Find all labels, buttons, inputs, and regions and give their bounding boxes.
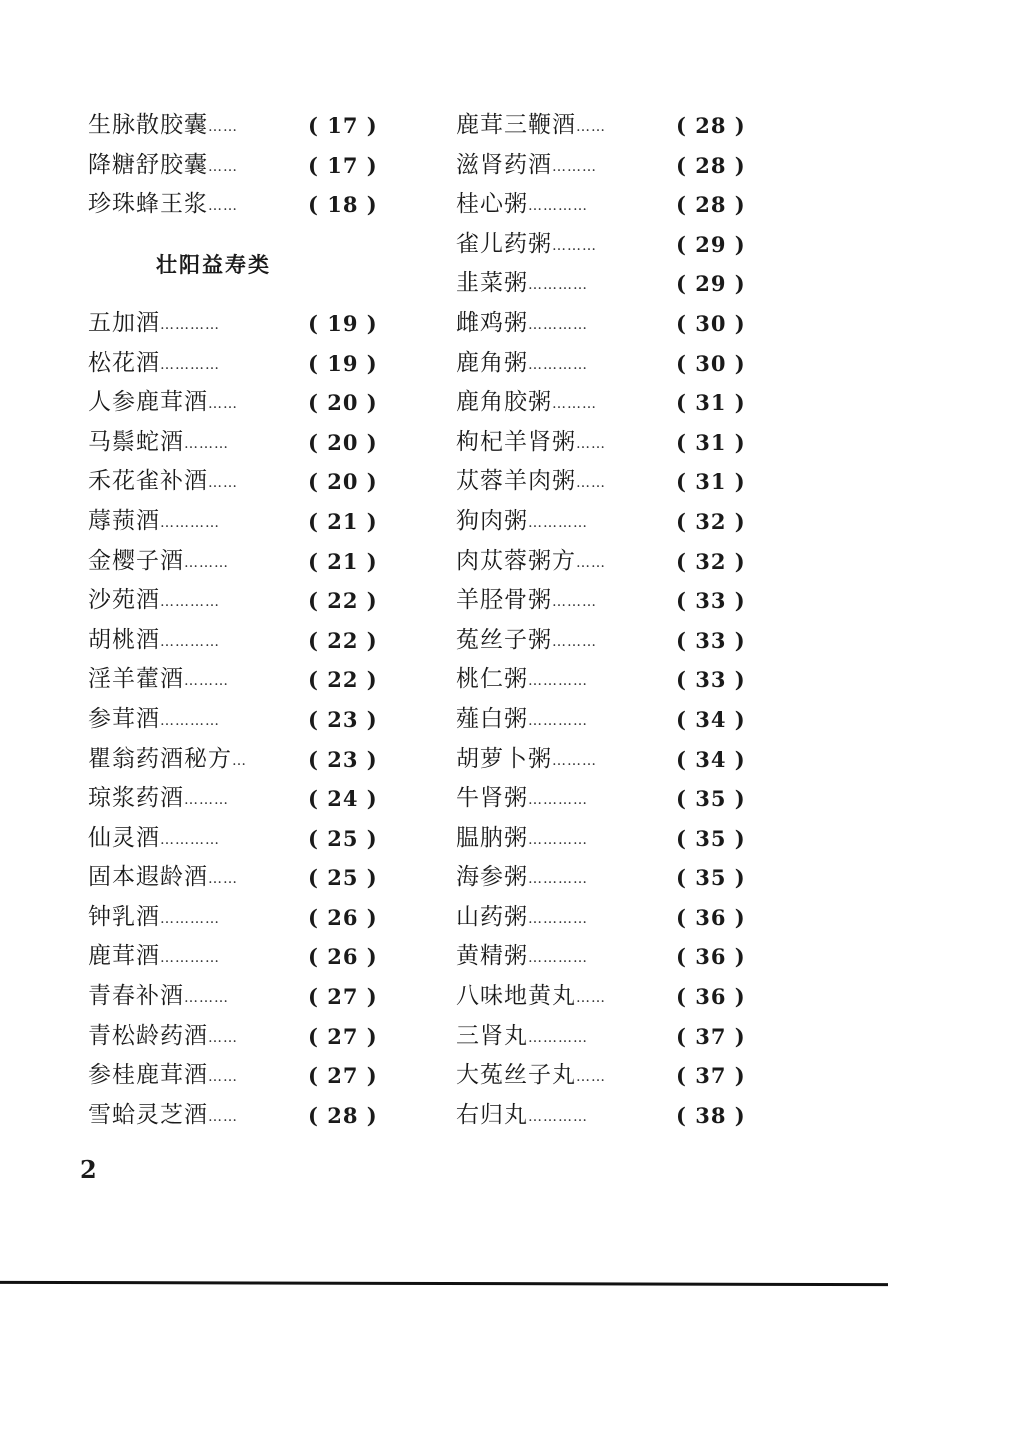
toc-entry[interactable] <box>456 106 756 146</box>
entry-title: 牛肾粥 <box>456 785 528 812</box>
dot-leader: …… <box>208 396 238 413</box>
dot-leader: …… <box>208 1069 238 1086</box>
entry-page-number: ( 27 ) <box>308 1023 378 1049</box>
toc-entry[interactable] <box>88 621 388 661</box>
entry-title: 参茸酒 <box>88 705 160 732</box>
toc-entry[interactable] <box>456 264 756 304</box>
toc-entry[interactable] <box>456 1096 756 1136</box>
entry-title: 胡萝卜粥 <box>456 745 552 772</box>
entry-title: 三肾丸 <box>456 1022 528 1049</box>
toc-entry[interactable] <box>88 858 388 898</box>
entry-title: 韭菜粥 <box>456 270 528 297</box>
bottom-rule <box>0 1281 888 1286</box>
entry-page-number: ( 22 ) <box>308 627 378 653</box>
entry-title: 肉苁蓉粥方 <box>456 547 576 574</box>
toc-entry[interactable] <box>456 858 756 898</box>
dot-leader: ………… <box>528 831 588 848</box>
entry-page-number: ( 28 ) <box>676 192 746 218</box>
toc-entry[interactable] <box>88 1096 388 1136</box>
toc-entry[interactable] <box>456 304 756 344</box>
entry-title: 鹿角粥 <box>456 349 528 376</box>
dot-leader: …… <box>208 1029 238 1046</box>
dot-leader: ………… <box>160 633 220 650</box>
entry-page-number: ( 36 ) <box>676 904 746 930</box>
entry-page-number: ( 21 ) <box>308 508 378 534</box>
toc-entry[interactable] <box>88 937 388 977</box>
dot-leader: …… <box>208 158 238 175</box>
dot-leader: ………… <box>528 316 588 333</box>
entry-title: 马鬃蛇酒 <box>88 428 184 455</box>
toc-entry[interactable] <box>88 660 388 700</box>
entry-title: 降糖舒胶囊 <box>88 151 208 178</box>
toc-entry[interactable] <box>456 977 756 1017</box>
toc-entry[interactable] <box>88 1056 388 1096</box>
entry-page-number: ( 21 ) <box>308 548 378 574</box>
entry-page-number: ( 29 ) <box>676 231 746 257</box>
toc-entry[interactable] <box>88 542 388 582</box>
entry-page-number: ( 31 ) <box>676 429 746 455</box>
toc-right-column <box>456 106 756 1135</box>
entry-title: 人参鹿茸酒 <box>88 389 208 416</box>
entry-title: 雀儿药粥 <box>456 230 552 257</box>
entry-page-number: ( 25 ) <box>308 865 378 891</box>
entry-title: 青春补酒 <box>88 983 184 1010</box>
entry-title: 淫羊藿酒 <box>88 666 184 693</box>
entry-page-number: ( 34 ) <box>676 746 746 772</box>
toc-entry[interactable] <box>88 423 388 463</box>
entry-page-number: ( 25 ) <box>308 825 378 851</box>
entry-page-number: ( 32 ) <box>676 548 746 574</box>
toc-entry[interactable] <box>88 740 388 780</box>
dot-leader: ……… <box>552 752 597 769</box>
dot-leader: ……… <box>184 673 229 690</box>
entry-title: 钟乳酒 <box>88 903 160 930</box>
toc-entry[interactable] <box>88 383 388 423</box>
entry-page-number: ( 32 ) <box>676 508 746 534</box>
dot-leader: ………… <box>160 316 220 333</box>
dot-leader: ……… <box>184 554 229 571</box>
entry-title: 腽肭粥 <box>456 824 528 851</box>
dot-leader: ………… <box>160 712 220 729</box>
toc-entry[interactable] <box>456 462 756 502</box>
toc-entry[interactable] <box>88 1017 388 1057</box>
page-number: 2 <box>80 1155 97 1184</box>
dot-leader: ………… <box>160 356 220 373</box>
entry-page-number: ( 38 ) <box>676 1102 746 1128</box>
entry-title: 禾花雀补酒 <box>88 468 208 495</box>
dot-leader: ………… <box>528 198 588 215</box>
entry-title: 海参粥 <box>456 864 528 891</box>
toc-left-column <box>88 106 388 1135</box>
dot-leader: ………… <box>160 831 220 848</box>
entry-title: 苁蓉羊肉粥 <box>456 468 576 495</box>
entry-title: 黄精粥 <box>456 943 528 970</box>
toc-entry[interactable] <box>456 581 756 621</box>
entry-page-number: ( 29 ) <box>676 271 746 297</box>
dot-leader: ………… <box>528 514 588 531</box>
entry-title: 蓐蓣酒 <box>88 507 160 534</box>
toc-entry[interactable] <box>456 660 756 700</box>
entry-page-number: ( 35 ) <box>676 825 746 851</box>
entry-page-number: ( 36 ) <box>676 944 746 970</box>
entry-page-number: ( 33 ) <box>676 667 746 693</box>
dot-leader: …… <box>576 435 606 452</box>
section-heading: 壮阳益寿类 <box>156 251 271 277</box>
entry-title: 枸杞羊肾粥 <box>456 428 576 455</box>
entry-page-number: ( 18 ) <box>308 192 378 218</box>
toc-entry[interactable] <box>456 898 756 938</box>
toc-entry[interactable] <box>456 1056 756 1096</box>
dot-leader: …… <box>576 119 606 135</box>
entry-title: 五加酒 <box>88 309 160 336</box>
dot-leader: …… <box>208 871 238 888</box>
dot-leader: ………… <box>528 871 588 888</box>
toc-entry[interactable] <box>456 740 756 780</box>
dot-leader: ………… <box>528 712 588 729</box>
toc-entry[interactable] <box>456 383 756 423</box>
entry-page-number: ( 17 ) <box>308 152 378 178</box>
toc-entry[interactable] <box>456 700 756 740</box>
entry-title: 瞿翁药酒秘方 <box>88 745 232 772</box>
toc-entry[interactable] <box>456 225 756 265</box>
dot-leader: ………… <box>160 594 220 611</box>
dot-leader: ……… <box>184 792 229 809</box>
dot-leader: …… <box>576 1069 606 1086</box>
dot-leader: ………… <box>528 673 588 690</box>
toc-entry[interactable] <box>88 462 388 502</box>
entry-page-number: ( 20 ) <box>308 390 378 416</box>
toc-entry[interactable] <box>88 898 388 938</box>
entry-title: 鹿茸三鞭酒 <box>456 112 576 138</box>
dot-leader: ………… <box>528 356 588 373</box>
toc-entry[interactable] <box>456 621 756 661</box>
toc-entry[interactable] <box>88 977 388 1017</box>
entry-page-number: ( 26 ) <box>308 944 378 970</box>
entry-page-number: ( 37 ) <box>676 1063 746 1089</box>
dot-leader: ………… <box>528 1108 588 1125</box>
dot-leader: …… <box>208 119 238 135</box>
dot-leader: ……… <box>552 594 597 611</box>
toc-entry[interactable] <box>456 542 756 582</box>
dot-leader: ……… <box>184 990 229 1007</box>
entry-page-number: ( 24 ) <box>308 786 378 812</box>
entry-title: 滋肾药酒 <box>456 151 552 178</box>
dot-leader: ………… <box>160 910 220 927</box>
entry-page-number: ( 19 ) <box>308 310 378 336</box>
entry-title: 右归丸 <box>456 1101 528 1128</box>
entry-title: 山药粥 <box>456 903 528 930</box>
entry-title: 桃仁粥 <box>456 666 528 693</box>
entry-page-number: ( 30 ) <box>676 350 746 376</box>
dot-leader: …… <box>208 198 238 215</box>
entry-title: 金樱子酒 <box>88 547 184 574</box>
dot-leader: ………… <box>528 950 588 967</box>
toc-entry[interactable] <box>88 819 388 859</box>
entry-page-number: ( 28 ) <box>676 113 746 138</box>
entry-page-number: ( 33 ) <box>676 627 746 653</box>
entry-page-number: ( 20 ) <box>308 429 378 455</box>
entry-title: 大菟丝子丸 <box>456 1062 576 1089</box>
entry-page-number: ( 27 ) <box>308 1063 378 1089</box>
dot-leader: …… <box>208 1108 238 1125</box>
entry-title: 青松龄药酒 <box>88 1022 208 1049</box>
dot-leader: ………… <box>528 277 588 294</box>
entry-title: 桂心粥 <box>456 191 528 218</box>
entry-page-number: ( 35 ) <box>676 786 746 812</box>
entry-title: 鹿茸酒 <box>88 943 160 970</box>
entry-title: 琼浆药酒 <box>88 785 184 812</box>
entry-title: 菟丝子粥 <box>456 626 552 653</box>
entry-title: 狗肉粥 <box>456 507 528 534</box>
toc-entry[interactable] <box>456 344 756 384</box>
toc-entry[interactable] <box>456 819 756 859</box>
dot-leader: ……… <box>552 237 597 254</box>
entry-page-number: ( 34 ) <box>676 706 746 732</box>
dot-leader: … <box>232 752 247 769</box>
entry-page-number: ( 28 ) <box>676 152 746 178</box>
entry-page-number: ( 28 ) <box>308 1102 378 1128</box>
toc-entry[interactable] <box>456 937 756 977</box>
toc-entry[interactable] <box>88 700 388 740</box>
entry-title: 生脉散胶囊 <box>88 112 208 138</box>
dot-leader: …… <box>576 475 606 492</box>
entry-page-number: ( 35 ) <box>676 865 746 891</box>
entry-page-number: ( 27 ) <box>308 984 378 1010</box>
entry-page-number: ( 30 ) <box>676 310 746 336</box>
entry-title: 羊胫骨粥 <box>456 587 552 614</box>
dot-leader: …… <box>208 475 238 492</box>
toc-entry[interactable] <box>88 502 388 542</box>
entry-page-number: ( 31 ) <box>676 390 746 416</box>
toc-entry[interactable] <box>456 779 756 819</box>
entry-title: 雌鸡粥 <box>456 309 528 336</box>
dot-leader: ……… <box>552 396 597 413</box>
entry-title: 胡桃酒 <box>88 626 160 653</box>
entry-title: 仙灵酒 <box>88 824 160 851</box>
toc-entry[interactable] <box>456 146 756 186</box>
toc-entry[interactable] <box>88 304 388 344</box>
entry-page-number: ( 37 ) <box>676 1023 746 1049</box>
toc-entry[interactable] <box>88 106 388 146</box>
entry-title: 雪蛤灵芝酒 <box>88 1101 208 1128</box>
toc-entry[interactable] <box>456 423 756 463</box>
toc-entry[interactable] <box>456 1017 756 1057</box>
entry-title: 鹿角胶粥 <box>456 389 552 416</box>
entry-page-number: ( 23 ) <box>308 706 378 732</box>
toc-entry[interactable] <box>88 581 388 621</box>
entry-page-number: ( 26 ) <box>308 904 378 930</box>
dot-leader: ………… <box>160 514 220 531</box>
entry-title: 松花酒 <box>88 349 160 376</box>
entry-title: 八味地黄丸 <box>456 983 576 1010</box>
toc-entry[interactable] <box>88 779 388 819</box>
entry-title: 固本遐龄酒 <box>88 864 208 891</box>
entry-page-number: ( 36 ) <box>676 984 746 1010</box>
entry-page-number: ( 23 ) <box>308 746 378 772</box>
entry-page-number: ( 19 ) <box>308 350 378 376</box>
entry-title: 参桂鹿茸酒 <box>88 1062 208 1089</box>
dot-leader: ………… <box>160 950 220 967</box>
toc-entry[interactable] <box>88 146 388 186</box>
dot-leader: ………… <box>528 1029 588 1046</box>
toc-entry[interactable] <box>456 502 756 542</box>
toc-entry[interactable] <box>88 185 388 225</box>
entry-page-number: ( 31 ) <box>676 469 746 495</box>
entry-title: 沙苑酒 <box>88 587 160 614</box>
entry-page-number: ( 22 ) <box>308 667 378 693</box>
dot-leader: ………… <box>528 792 588 809</box>
dot-leader: ……… <box>552 158 597 175</box>
dot-leader: …… <box>576 554 606 571</box>
entry-page-number: ( 22 ) <box>308 588 378 614</box>
toc-entry[interactable] <box>88 344 388 384</box>
dot-leader: ……… <box>184 435 229 452</box>
toc-entry[interactable] <box>456 185 756 225</box>
entry-title: 薤白粥 <box>456 705 528 732</box>
entry-page-number: ( 17 ) <box>308 113 378 138</box>
dot-leader: ………… <box>528 910 588 927</box>
entry-page-number: ( 33 ) <box>676 588 746 614</box>
entry-title: 珍珠蜂王浆 <box>88 191 208 218</box>
dot-leader: …… <box>576 990 606 1007</box>
entry-page-number: ( 20 ) <box>308 469 378 495</box>
dot-leader: ……… <box>552 633 597 650</box>
